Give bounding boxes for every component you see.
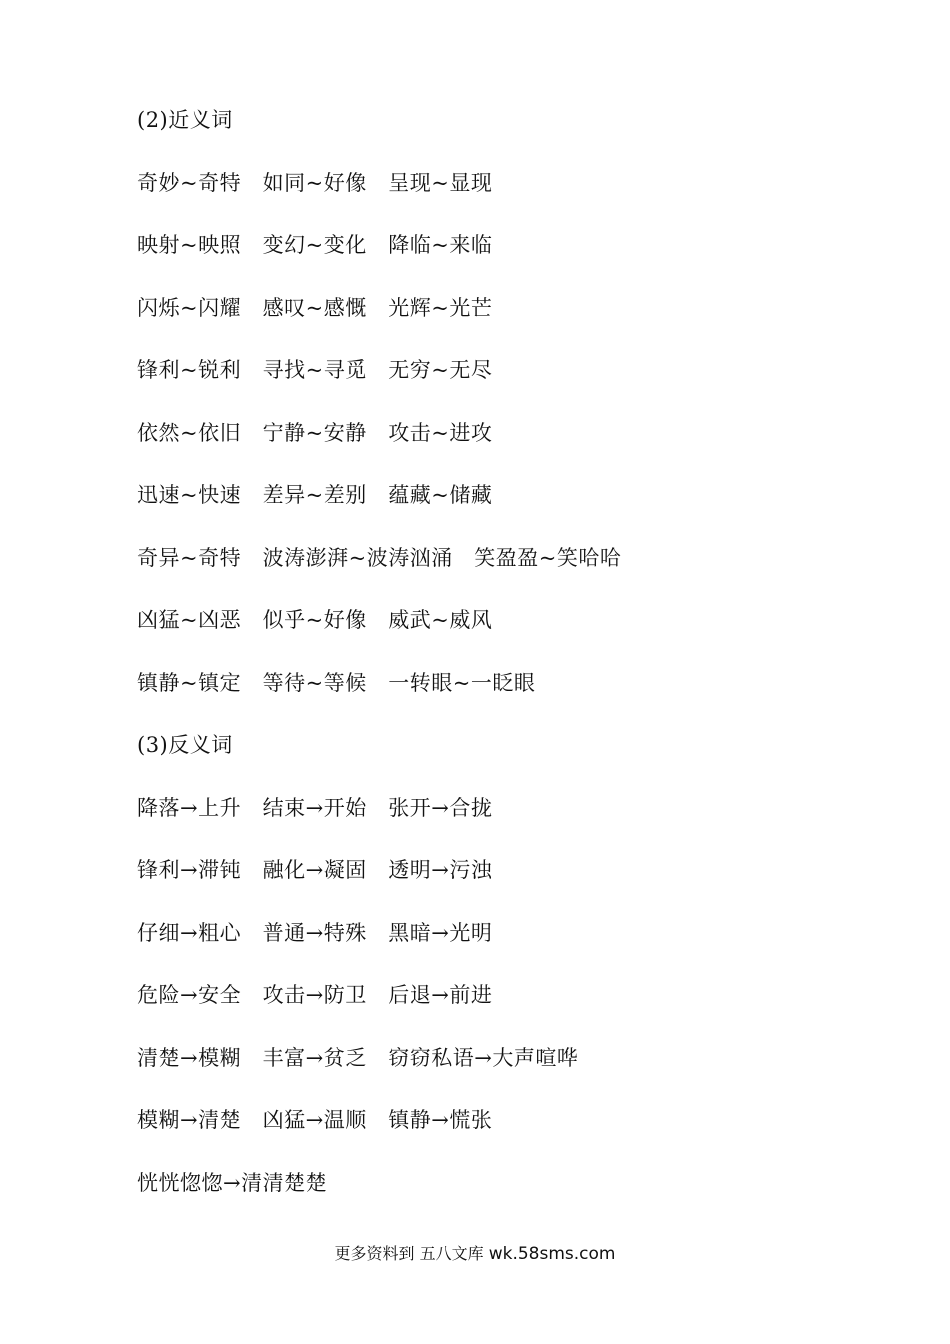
synonym-line: 奇异~奇特 波涛澎湃~波涛汹涌 笑盈盈~笑哈哈 [137, 545, 622, 570]
antonyms-heading: (3)反义词 [137, 733, 233, 757]
antonym-line: 降落→上升 结束→开始 张开→合拢 [137, 795, 493, 820]
footer-site-link[interactable]: wk.58sms.com [488, 1244, 616, 1264]
synonym-line: 闪烁~闪耀 感叹~感慨 光辉~光芒 [137, 295, 493, 320]
synonym-line: 映射~映照 变幻~变化 降临~来临 [137, 233, 493, 257]
vocabulary-content [137, 100, 897, 1225]
antonym-line: 仔细→粗心 普通→特殊 黑暗→光明 [137, 920, 493, 945]
antonym-line: 恍恍惚惚→清清楚楚 [137, 1170, 328, 1195]
synonym-line: 凶猛~凶恶 似乎~好像 威武~威风 [137, 608, 493, 632]
synonym-line: 依然~依旧 宁静~安静 攻击~进攻 [137, 420, 493, 445]
antonym-line: 模糊→清楚 凶猛→温顺 镇静→慌张 [137, 1108, 493, 1132]
synonym-line: 锋利~锐利 寻找~寻觅 无穷~无尽 [137, 358, 493, 382]
synonym-line: 镇静~镇定 等待~等候 一转眼~一眨眼 [137, 670, 536, 695]
antonym-line: 锋利→滞钝 融化→凝固 透明→污浊 [137, 858, 493, 882]
page-footer [0, 1240, 950, 1268]
antonym-line: 危险→安全 攻击→防卫 后退→前进 [137, 983, 493, 1007]
footer-prefix: 更多资料到 五八文库 [334, 1244, 484, 1263]
synonym-line: 迅速~快速 差异~差别 蕴藏~储藏 [137, 483, 493, 507]
synonyms-heading: (2)近义词 [137, 108, 233, 132]
antonym-line: 清楚→模糊 丰富→贫乏 窃窃私语→大声喧哗 [137, 1045, 579, 1070]
synonym-line: 奇妙~奇特 如同~好像 呈现~显现 [137, 170, 493, 195]
